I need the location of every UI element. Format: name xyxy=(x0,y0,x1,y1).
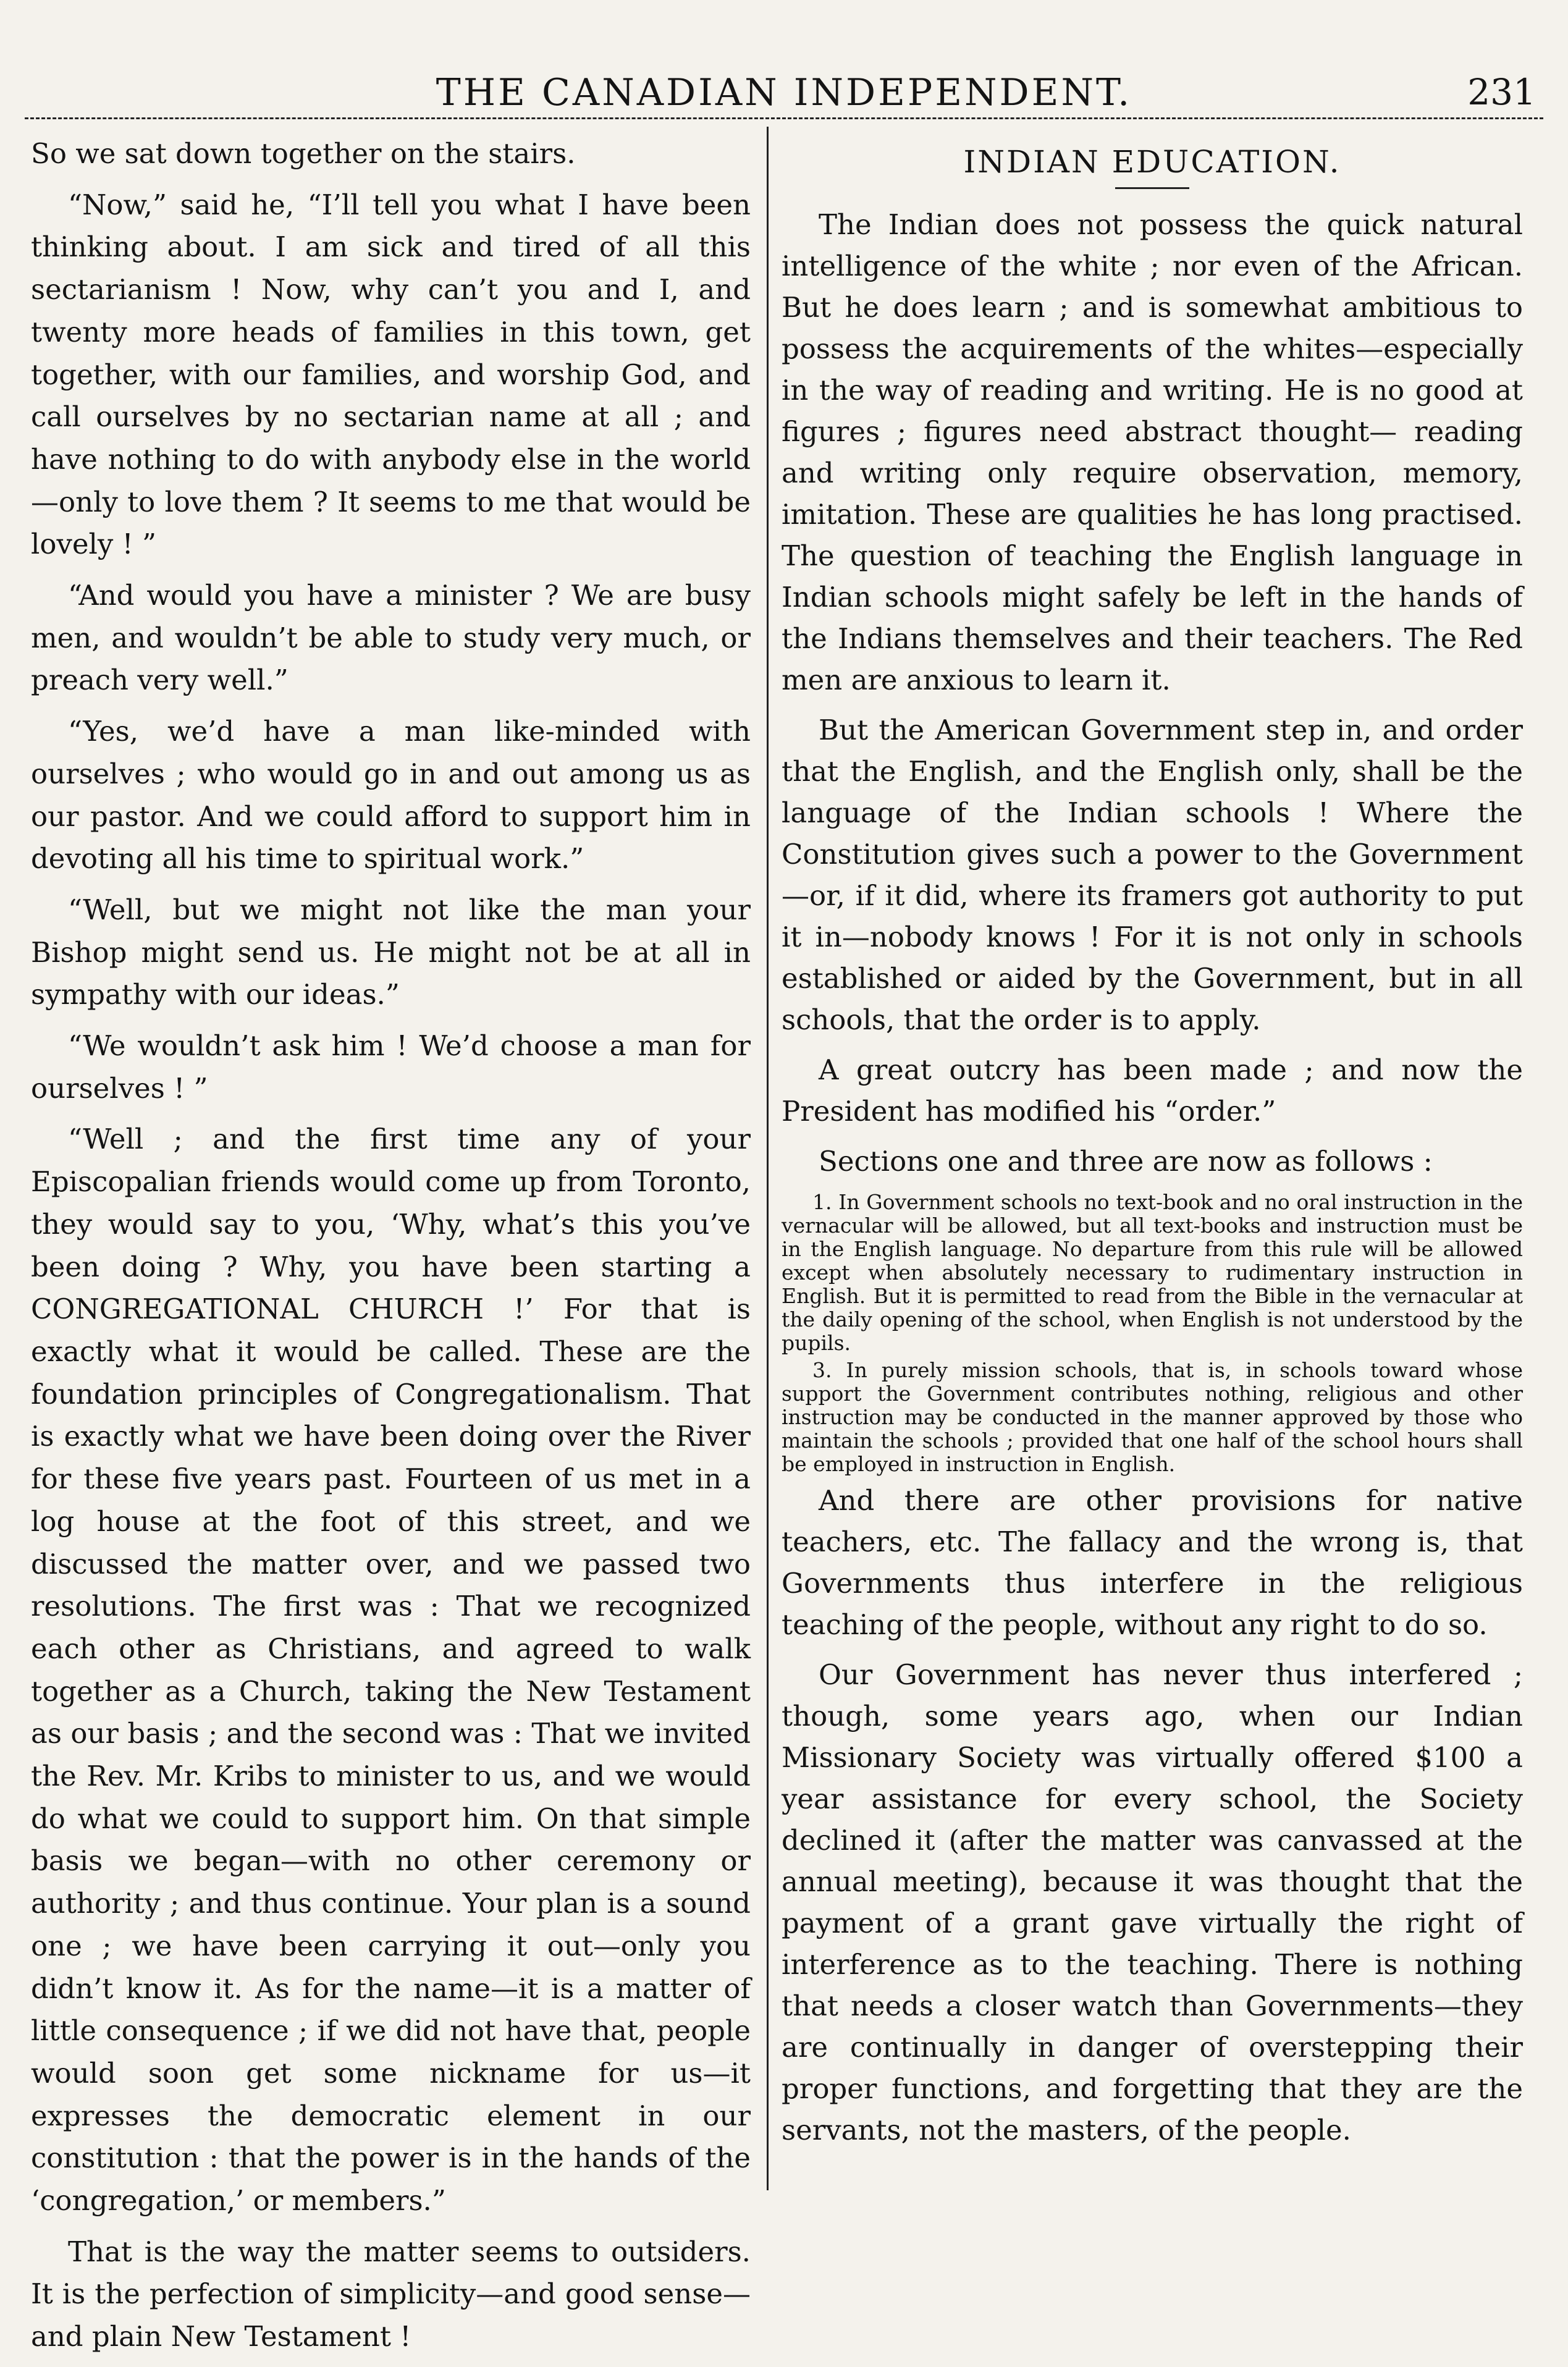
publication-title: THE CANADIAN INDEPENDENT. xyxy=(436,71,1132,114)
section-title: INDIAN EDUCATION. xyxy=(963,144,1341,180)
paragraph: But the American Government step in, and order that the English, and the English only, shall be the language of the Indian schools ! Where the Constitution gives such a power to the Government—or, if it did, where its framers got authority to put it in—nobody knows ! For it is not only in schools established or aided by the Government, but in all schools, that the order is to apply. xyxy=(782,714,1523,1036)
header-rule xyxy=(25,117,1543,119)
paragraph: “Now,” said he, “I’ll tell you what I have been thinking about. I am sick and tired of all this sectarianism ! Now, why can’t you and I, and twenty more heads of families in this town, get together, with our families, and worship God, and call ourselves by no sectarian name at all ; and have nothing to do with anybody else in the world—only to love them ? It seems to me that would be lovely ! ” xyxy=(31,188,751,561)
paragraph: “We wouldn’t ask him ! We’d choose a man for ourselves ! ” xyxy=(31,1029,751,1105)
paragraph: So we sat down together on the stairs. xyxy=(31,137,576,170)
right-column xyxy=(782,133,1523,2159)
paragraph: “And would you have a minister ? We are busy men, and wouldn’t be able to study very much, or preach very well.” xyxy=(31,579,751,697)
left-column xyxy=(31,133,751,2367)
paragraph: That is the way the matter seems to outsiders. It is the perfection of simplicity—and good sense—and plain New Testament ! xyxy=(31,2235,751,2353)
paragraph: “Yes, we’d have a man like-minded with ourselves ; who would go in and out among us as our pastor. And we could afford to support him in devoting all his time to spiritual work.” xyxy=(31,715,751,875)
title-rule xyxy=(1115,187,1189,189)
order-section: 1. In Government schools no text-book and no oral instruction in the vernacular will be allowed, but all text-books and instruction must be in the English language. No departure from this rule will be allowed except when absolutely necessary to rudimentary instruction in English. But it is permitted to read from the Bible in the vernacular at the daily opening of the school, when English is not understood by the pupils. xyxy=(782,1190,1523,1355)
paragraph: “Well, but we might not like the man your Bishop might send us. He might not be at all in sympathy with our ideas.” xyxy=(31,893,751,1011)
paragraph: “Well ; and the first time any of your Episcopalian friends would come up from Toronto, they would say to you, ‘Why, what’s this you’ve been doing ? Why, you have been starting a CONGREGATIONAL CHURCH !’ For that is exactly what it would be called. These are the foundation principles of Congregationalism. That is exactly what we have been doing over the River for these five years past. Fourteen of us met in a log house at the foot of this street, and we discussed the matter over, and we passed two resolutions. The first was : That we recognized each other as Christians, and agreed to walk together as a Church, taking the New Testament as our basis ; and the second was : That we invited the Rev. Mr. Kribs to minister to us, and we would do what we could to support him. On that simple basis we began—with no other ceremony or authority ; and thus continue. Your plan is a sound one ; we have been carrying it out—only you didn’t know it. As for the name—it is a matter of little consequence ; if we did not have that, people would soon get some nickname for us—it expresses the democratic element in our constitution : that the power is in the hands of the ‘congregation,’ or members.” xyxy=(31,1123,751,2217)
paragraph: The Indian does not possess the quick natural intelligence of the white ; nor even of the African. But he does learn ; and is somewhat ambitious to possess the acquirements of the whites—especially in the way of reading and writing. He is no good at figures ; figures need abstract thought— reading and writing only require observation, memory, imitation. These are qualities he has long practised. The question of teaching the English language in Indian schools might safely be left in the hands of the Indians themselves and their teachers. The Red men are anxious to learn it. xyxy=(782,208,1523,696)
order-section: 3. In purely mission schools, that is, in schools toward whose support the Government contributes nothing, religious and other instruction may be conducted in the manner approved by those who maintain the schools ; provided that one half of the school hours shall be employed in instruction in English. xyxy=(782,1358,1523,1476)
column-divider xyxy=(767,127,769,2190)
paragraph: A great outcry has been made ; and now the President has modified his “order.” xyxy=(782,1053,1523,1128)
paragraph: Sections one and three are now as follows : xyxy=(819,1145,1433,1178)
page-number: 231 xyxy=(1467,71,1536,113)
paragraph: Our Government has never thus interfered ; though, some years ago, when our Indian Missionary Society was virtually offered $100 a year assistance for every school, the Society declined it (after the matter was canvassed at the annual meeting), because it was thought that the payment of a grant gave virtually the right of interference as to the teaching. There is nothing that needs a closer watch than Governments—they are continually in danger of overstepping their proper functions, and forgetting that they are the servants, not the masters, of the people. xyxy=(782,1658,1523,2146)
paragraph: And there are other provisions for native teachers, etc. The fallacy and the wrong is, that Governments thus interfere in the religious teaching of the people, without any right to do so. xyxy=(782,1484,1523,1641)
